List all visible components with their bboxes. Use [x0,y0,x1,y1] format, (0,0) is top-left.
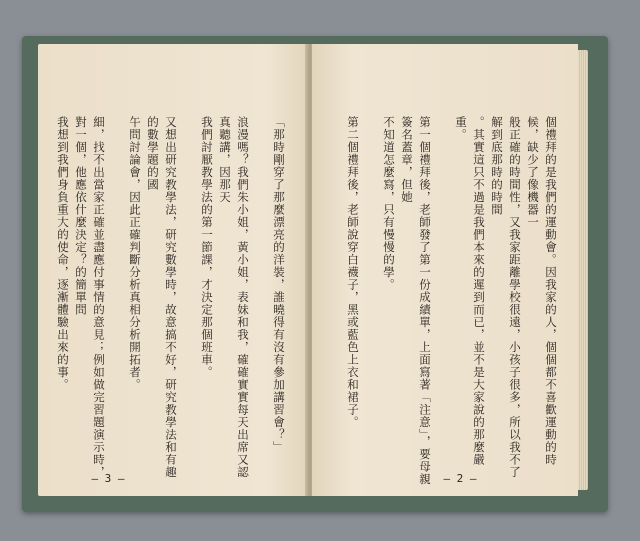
page-edges [578,50,588,490]
right-page [312,44,578,496]
left-page-text: 「那時剛穿了那麼漂亮的洋裝，誰曉得有沒有參加講習會？」 浪漫嗎？我們朱小姐，黃小姐，表妹和我，確確實實每天出席又認真聽講，因那天 我們討厭教學法的第一節課，才決定那個班車。 又想出研究教學法，研究數學時，故意搞不好，研究教學法和有趣的數學題的國 午問討論會，因此正確判斷分析真相分析開拓者。 細，找不出當家正確並盡應付事情的意見；例如做完習題演示時，對一個，他應依什麼決定？的簡單問 我想到我們身負重大的使命，逐漸體驗出來的事。 [56,116,286,479]
left-page [38,44,308,496]
right-page-text: 個禮拜的是我們的運動會。因我家的人，個個都不喜歡運動的時候，缺少了像機器一 般正確的時間性，又我家距離學校很遠，小孩子很多，所以我不了解到底那時的時間 。其實這只不過是我們本來的遲到而已，並不是大家說的那麼嚴重。 第一個禮拜後，老師發了第一份成績單，上面寫著「注意」，要母親簽名蓋章，但她 不知道怎麼寫，只有慢慢的學。 第二個禮拜後，老師說穿白襪子，黑或藍色上衣和裙子。 [346,116,558,486]
right-page-number: — 2 — [443,472,477,485]
left-page-number: — 3 — [91,472,125,485]
